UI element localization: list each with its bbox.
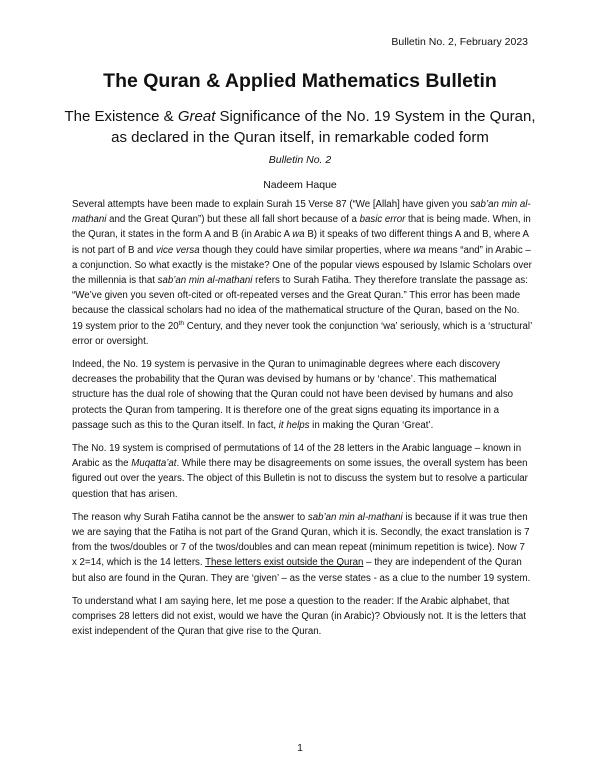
italic-run: Muqatta’at: [131, 458, 177, 470]
text-run: though they could have similar properties, where: [199, 244, 414, 256]
text-run: refers to Surah Fatiha. They therefore translate the passage as: “We’ve given you seven oft-cited or oft-repeated verses and the Great Quran.” This error has been made because the classical scholars had no idea of the mathematical structure of the Quran, based on the No. 19 system prior to the 20: [72, 275, 528, 332]
bulletin-number: Bulletin No. 2: [268, 154, 332, 166]
text-run: in making the Quran ‘Great’.: [309, 419, 434, 431]
subtitle-part1: The Existence &: [64, 108, 178, 125]
text-run: and the Great Quran”) but these all fall short because of a: [106, 214, 360, 226]
superscript: th: [178, 319, 185, 327]
paragraph-1: [72, 197, 532, 349]
text-run: – they are independent of the Quran but also are found in the Quran. They are ‘given’ – as the verse states - as a clue to the number 19 system.: [72, 557, 531, 584]
text-run: means “and” in Arabic – a conjunction. So what exactly is the mistake? One of the popular views espoused by Islamic Scholars over the millennia is that: [72, 244, 532, 287]
author-name: Nadeem Haque: [263, 179, 337, 191]
page-number: 1: [297, 743, 303, 754]
underlined-run: These letters exist outside the Quran: [205, 557, 364, 569]
body-text: [72, 197, 532, 647]
subtitle-line2: as declared in the Quran itself, in remarkable coded form: [111, 129, 489, 146]
bulletin-date-header: Bulletin No. 2, February 2023: [391, 36, 528, 48]
text-run: B) it speaks of two different things A and B, where A is not part of B and: [72, 229, 529, 256]
italic-run: basic error: [359, 214, 406, 226]
italic-run: wa: [413, 244, 426, 256]
paragraph-5: [72, 594, 532, 640]
italic-run: vice versa: [156, 244, 200, 256]
text-run: Several attempts have been made to explain Surah 15 Verse 87 (“We [Allah] have given you: [72, 199, 471, 210]
italic-run: sab’an min al-mathani: [307, 511, 403, 523]
italic-run: sab’an min al-mathani: [157, 275, 253, 287]
paragraph-3: [72, 441, 532, 502]
italic-run: sab’an min al-mathani: [72, 199, 531, 226]
italic-run: wa: [292, 229, 305, 241]
paragraph-2: [72, 357, 532, 433]
text-run: Century, and they never took the conjunction ‘wa’ seriously, which is a ‘structural’ error or oversight.: [72, 320, 532, 347]
text-run: Indeed, the No. 19 system is pervasive in the Quran to unimaginable degrees where each discovery decreases the probability that the Quran was devised by humans or by ‘chance’. This mathematical structure has the dual role of showing that the Quran could not have been devised by humans and also protects the Quran from tampering. It is therefore one of the great signs equating its importance in a passage such as this to the Quran itself. In fact,: [72, 359, 514, 431]
text-run: To understand what I am saying here, let me pose a question to the reader: If the Arabic alphabet, that comprises 28 letters did not exist, would we have the Quran (in Arabic)? Obviously not. It is the letters that exist independent of the Quran that give rise to the Quran.: [72, 595, 526, 638]
text-run: . While there may be disagreements on some issues, the overall system has been figured out over the years. The object of this Bulletin is not to discuss the system but to resolve a particular question that has arisen.: [72, 458, 528, 500]
italic-run: it helps: [278, 419, 310, 431]
text-run: is because if it was true then we are saying that the Fatiha is not part of the Grand Quran, which it is. Secondly, the exact translation is 7 from the twos/doubles or 7 of the twos/doubles and can mean repeat (minimum repetition is twice). Now 7 x 2=14, which is the 14 letters.: [72, 511, 530, 569]
page-title: The Quran & Applied Mathematics Bulletin: [103, 70, 497, 92]
subtitle-emphasis: Great: [177, 108, 216, 125]
paragraph-4: [72, 510, 532, 586]
subtitle: [40, 106, 560, 148]
text-run: The reason why Surah Fatiha cannot be the answer to: [72, 511, 308, 523]
subtitle-part2: Significance of the No. 19 System in the Quran,: [215, 108, 536, 125]
text-run: that is being made. When, in the Quran, it states in the form A and B (in Arabic A: [72, 214, 531, 241]
text-run: The No. 19 system is comprised of permutations of 14 of the 28 letters in the Arabic language – known in Arabic as the: [72, 443, 522, 470]
